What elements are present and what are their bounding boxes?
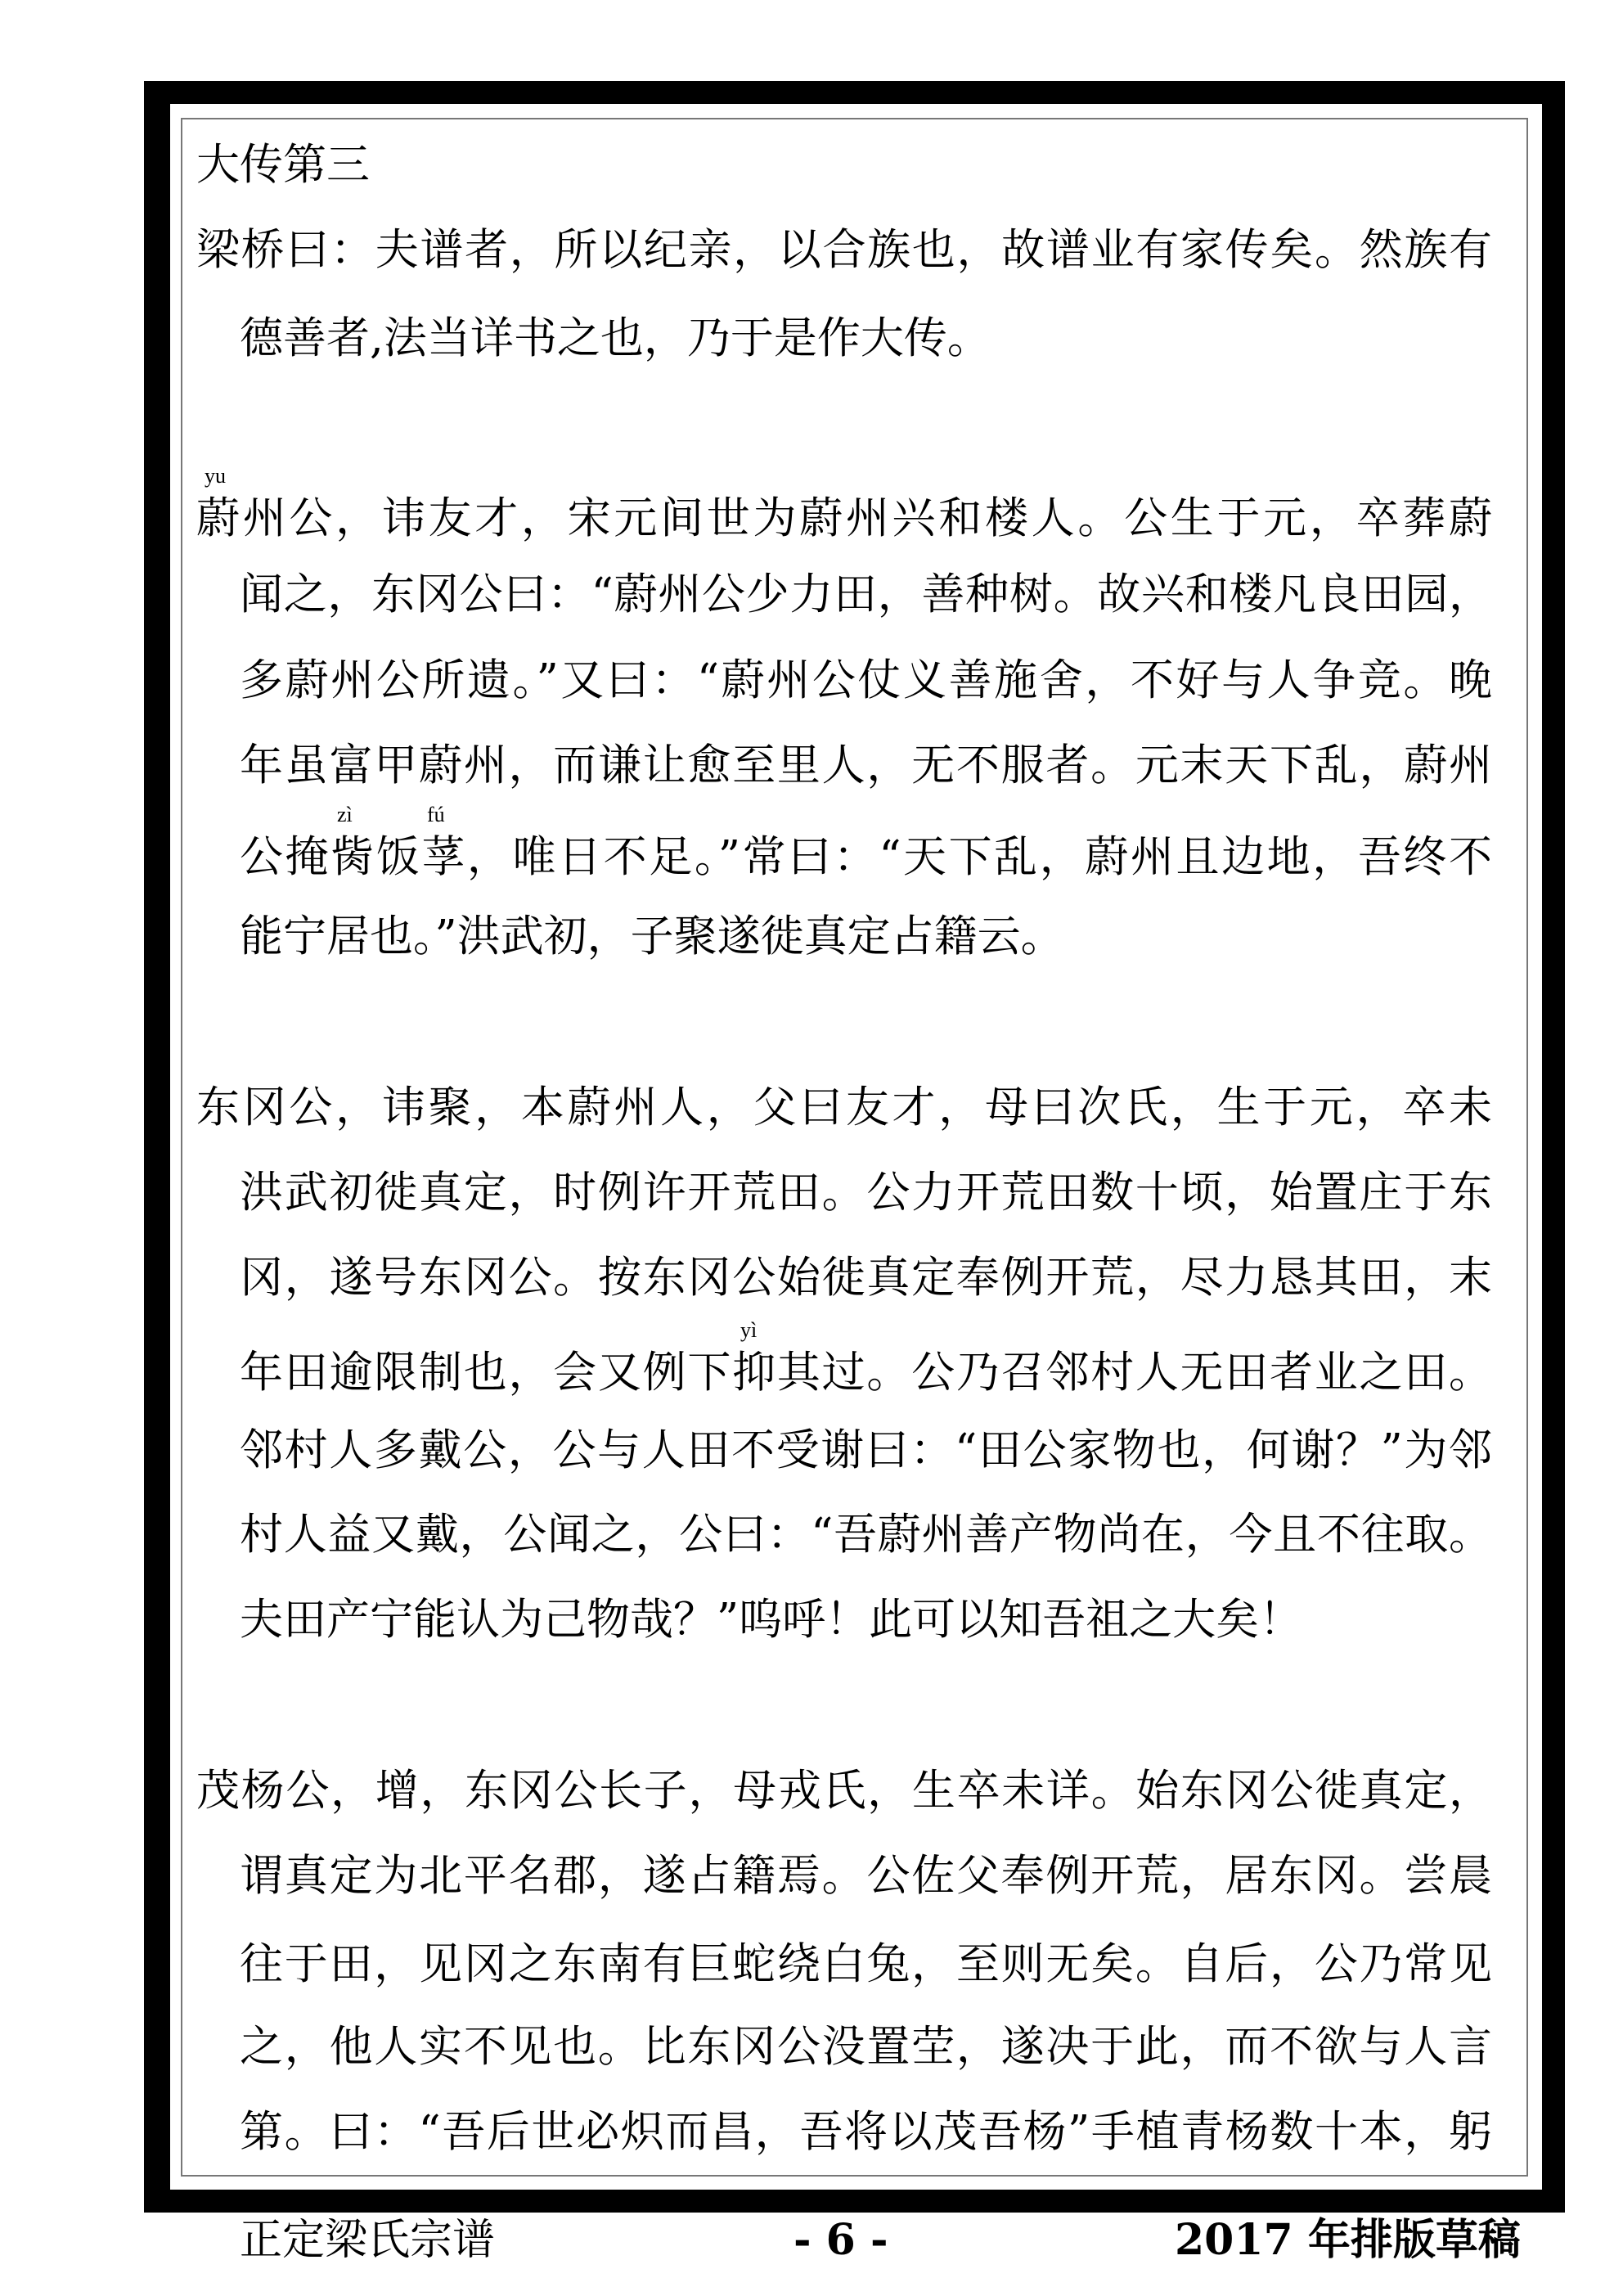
paragraph-line: 冈，遂号东冈公。按东冈公始徙真定奉例开荒，尽力恳其田，末 xyxy=(240,1253,1492,1303)
footer-page-number: - 6 - xyxy=(794,2215,888,2265)
paragraph-line: 村人益又戴，公闻之，公曰：“吾蔚州善产物尚在，今且不往取。 xyxy=(240,1510,1492,1560)
pinyin-annotation: fú xyxy=(427,803,445,826)
paragraph-line: 年虽富甲蔚州，而谦让愈至里人，无不服者。元末天下乱，蔚州 xyxy=(240,741,1492,790)
paragraph-line: 闻之，东冈公曰：“蔚州公少力田，善种树。故兴和楼凡良田园， xyxy=(240,569,1492,619)
paragraph-line: 往于田，见冈之东南有巨蛇绕白兔，至则无矣。自后，公乃常见 xyxy=(240,1939,1492,1989)
paragraph-line: 多蔚州公所遗。”又曰：“蔚州公仗义善施舍，不好与人争竞。晚 xyxy=(240,655,1492,705)
paragraph-line: 年田逾限制也，会又例下抑其过。公乃召邻村人无田者业之田。 xyxy=(240,1348,1492,1398)
paragraph-line: 第。曰：“吾后世必炽而昌，吾将以茂吾杨”手植青杨数十本，躬 xyxy=(240,2107,1492,2157)
paragraph-line: 洪武初徙真定，时例许开荒田。公力开荒田数十顷，始置庄于东 xyxy=(240,1168,1492,1218)
pinyin-annotation: zì xyxy=(337,803,353,826)
paragraph-line: 之，他人实不见也。比东冈公没置茔，遂决于此，而不欲与人言 xyxy=(240,2022,1492,2072)
pinyin-annotation: yì xyxy=(740,1318,758,1342)
section-heading: 大传第三 xyxy=(196,140,370,190)
footer-draft-note: 2017 年排版草稿 xyxy=(1175,2215,1521,2265)
paragraph-line: 东冈公，讳聚，本蔚州人，父曰友才，母曰次氏，生于元，卒未 xyxy=(196,1083,1492,1132)
paragraph-line: 能宁居也。”洪武初，子聚遂徙真定占籍云。 xyxy=(240,912,1064,961)
paragraph-line: 公掩胔饭莩，唯日不足。”常曰：“天下乱，蔚州且边地，吾终不 xyxy=(240,832,1492,882)
footer-book-title: 正定梁氏宗谱 xyxy=(240,2216,496,2265)
pinyin-annotation: yu xyxy=(205,464,226,488)
paragraph-line: 蔚州公，讳友才，宋元间世为蔚州兴和楼人。公生于元，卒葬蔚 xyxy=(196,493,1492,543)
paragraph-line: 谓真定为北平名郡，遂占籍焉。公佐父奉例开荒，居东冈。尝晨 xyxy=(240,1851,1492,1901)
paragraph-line: 梁桥曰：夫谱者，所以纪亲，以合族也，故谱业有家传矣。然族有 xyxy=(196,225,1492,275)
paragraph-line: 夫田产宁能认为己物哉？”呜呼！此可以知吾祖之大矣！ xyxy=(240,1595,1303,1645)
paragraph-line: 德善者,法当详书之也，乃于是作大传。 xyxy=(240,313,991,363)
paragraph-line: 茂杨公，增，东冈公长子，母戎氏，生卒未详。始东冈公徙真定， xyxy=(196,1766,1492,1816)
paragraph-line: 邻村人多戴公，公与人田不受谢曰：“田公家物也，何谢？”为邻 xyxy=(240,1425,1492,1475)
